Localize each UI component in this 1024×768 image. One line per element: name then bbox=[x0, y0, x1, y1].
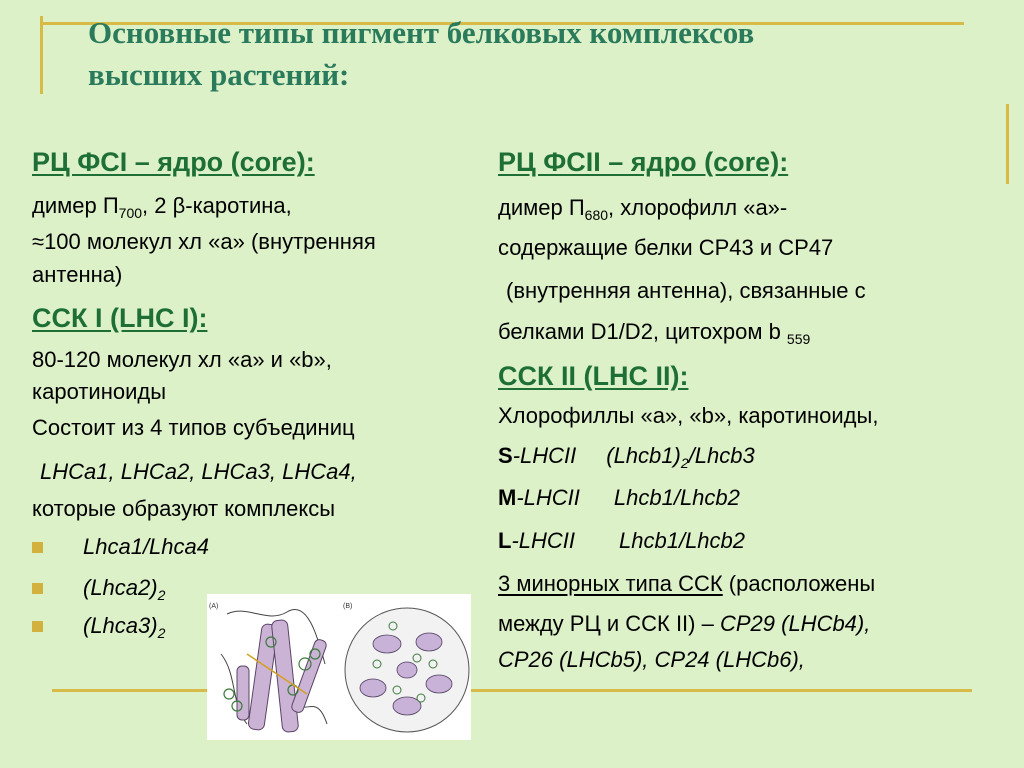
s-letter: S bbox=[498, 443, 513, 468]
lhc1-heading: ССК I (LHC I): bbox=[32, 303, 208, 333]
psi-line-1 bbox=[32, 188, 502, 224]
lhc1-line-4: LHCa1, LHCa2, LHCa3, LHCa4, bbox=[40, 459, 357, 484]
minor-line-3: CP26 (LHCb5), CP24 (LHCb6), bbox=[498, 647, 805, 672]
s-lhcii-row bbox=[498, 436, 1018, 478]
title-line-2: высших растений: bbox=[88, 57, 350, 92]
minor-line-1-rest: (расположены bbox=[722, 571, 876, 596]
panel-b-trimer bbox=[345, 608, 469, 732]
minor-line-2-text: между РЦ и ССК II) – bbox=[498, 611, 720, 636]
bullet-sub: 2 bbox=[157, 625, 166, 641]
psi-p700-sub: 700 bbox=[118, 205, 143, 221]
psii-line-4-text: белками D1/D2, цитохром b bbox=[498, 319, 787, 344]
minor-line-2 bbox=[498, 604, 1018, 638]
cyt-b559-sub: 559 bbox=[786, 331, 811, 347]
bullet-square-icon bbox=[32, 542, 43, 553]
left-column bbox=[32, 142, 502, 648]
s-lhcii-value: (Lhcb1) bbox=[606, 443, 681, 468]
lhc1-line-2: каротиноиды bbox=[32, 379, 167, 404]
psii-line-4 bbox=[498, 312, 1018, 354]
minor-cp29: CP29 (LHCb4), bbox=[719, 611, 871, 636]
psii-line-1-rest: , хлорофилл «а»- bbox=[608, 195, 788, 220]
lhc2-line-1: Хлорофиллы «а», «b», каротиноиды, bbox=[498, 403, 879, 428]
minor-line-1 bbox=[498, 562, 1018, 604]
lhc1-line-3: Состоит из 4 типов субъединиц bbox=[32, 415, 355, 440]
protein-structure-figure bbox=[207, 594, 471, 740]
title-line-1: Основные типы пигмент белковых комплексов bbox=[88, 15, 755, 50]
protein-structure-image bbox=[207, 594, 471, 740]
l-lhcii-label: -LHCII bbox=[511, 528, 576, 553]
bullet-item bbox=[32, 526, 502, 568]
m-lhcii-value: Lhcb1/Lhcb2 bbox=[613, 485, 740, 510]
m-lhcii-label: -LHCII bbox=[516, 485, 580, 510]
figure-label-b: (B) bbox=[343, 603, 353, 610]
s-lhcii-label: -LHCII bbox=[512, 443, 577, 468]
psi-heading: РЦ ФСI – ядро (core): bbox=[32, 147, 315, 177]
bullet-text: (Lhca3) bbox=[83, 613, 158, 638]
slide-title bbox=[88, 12, 988, 96]
l-lhcii-row bbox=[498, 520, 1018, 562]
psii-line-3: (внутренняя антенна), связанные с bbox=[506, 278, 866, 303]
s-lhcii-sub: 2 bbox=[680, 455, 689, 471]
psi-line-1-text: димер П bbox=[32, 193, 119, 218]
psi-line-2: ≈100 молекул хл «а» (внутренняя bbox=[32, 229, 376, 254]
psi-line-3: антенна) bbox=[32, 262, 123, 287]
m-lhcii-row bbox=[498, 478, 1018, 520]
lhc1-line-5: которые образуют комплексы bbox=[32, 496, 336, 521]
figure-label-a: (A) bbox=[209, 603, 219, 610]
psi-line-1-rest: , 2 β-каротина, bbox=[142, 193, 292, 218]
bullet-sub: 2 bbox=[157, 587, 166, 603]
m-letter: M bbox=[498, 485, 517, 510]
l-lhcii-value: Lhcb1/Lhcb2 bbox=[619, 528, 746, 553]
minor-types-underlined: 3 минорных типа ССК bbox=[498, 571, 723, 596]
psii-line-1 bbox=[498, 188, 1018, 228]
lhc2-heading: ССК II (LHC II): bbox=[498, 361, 689, 391]
lhc1-line-1: 80-120 молекул хл «а» и «b», bbox=[32, 347, 332, 372]
bullet-text: Lhca1/Lhca4 bbox=[83, 534, 209, 559]
right-column bbox=[498, 142, 1018, 678]
s-lhcii-value-rest: /Lhcb3 bbox=[688, 443, 755, 468]
bullet-text: (Lhca2) bbox=[83, 575, 158, 600]
psii-line-2: содержащие белки CP43 и CP47 bbox=[498, 235, 834, 260]
frame-left-vertical bbox=[40, 16, 43, 94]
panel-a-helix-ribbons bbox=[237, 619, 328, 732]
psii-p680-sub: 680 bbox=[584, 207, 609, 223]
psii-heading: РЦ ФСII – ядро (core): bbox=[498, 147, 789, 177]
bullet-square-icon bbox=[32, 583, 43, 594]
psii-line-1-text: димер П bbox=[498, 195, 585, 220]
l-letter: L bbox=[498, 528, 512, 553]
frame-bottom-rule bbox=[52, 689, 972, 692]
bullet-square-icon bbox=[32, 621, 43, 632]
